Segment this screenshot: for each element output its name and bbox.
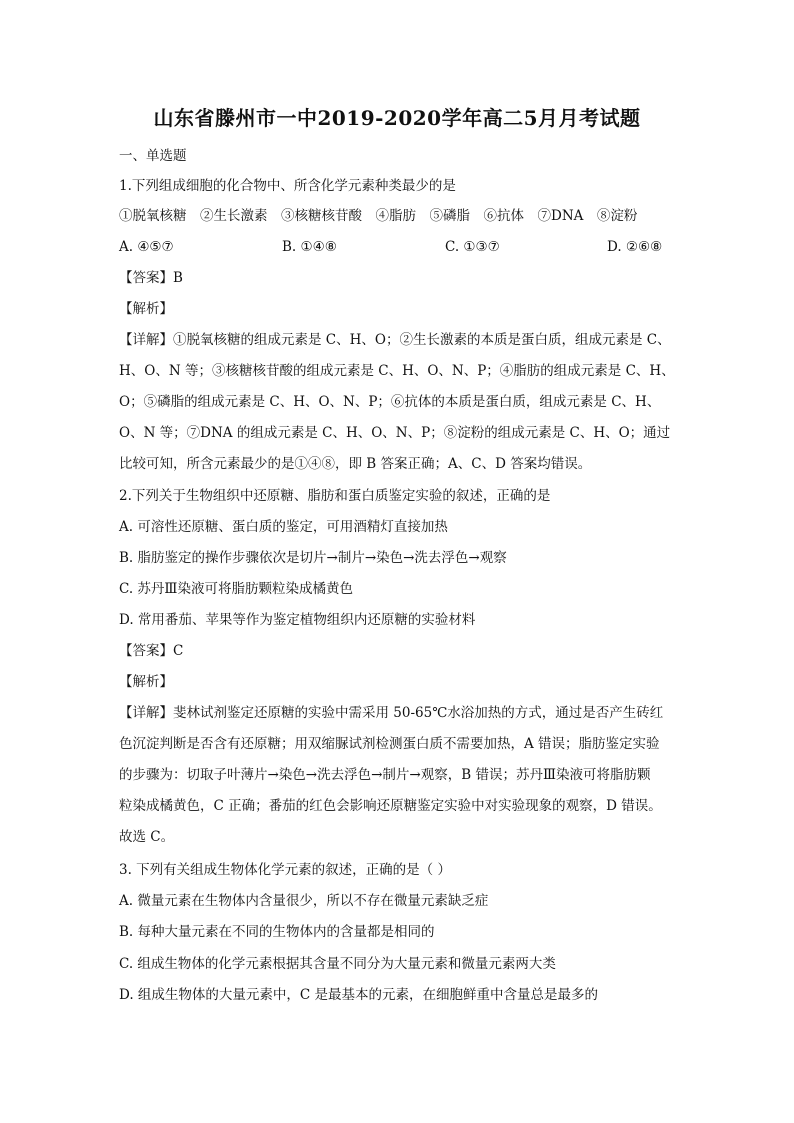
q1-option-c: C. ①③⑦ xyxy=(445,239,500,255)
q1-option-b: B. ①④⑧ xyxy=(282,239,337,255)
q2-detail-line: 故选 C。 xyxy=(119,829,175,845)
q1-stem: 1.下列组成细胞的化合物中、所含化学元素种类最少的是 xyxy=(119,178,456,194)
q2-detail-line: 【详解】斐林试剂鉴定还原糖的实验中需采用 50-65℃水浴加热的方式，通过是否产生砖红 xyxy=(119,705,664,721)
q1-detail-line: H、O、N 等；③核糖核苷酸的组成元素是 C、H、O、N、P；④脂肪的组成元素是 C、H、 xyxy=(119,363,675,379)
q2-answer: 【答案】C xyxy=(119,643,184,659)
page-title: 山东省滕州市一中2019-2020学年高二5月月考试题 xyxy=(153,106,641,130)
q1-detail-line: O；⑤磷脂的组成元素是 C、H、O、N、P；⑥抗体的本质是蛋白质，组成元素是 C、H、 xyxy=(119,394,661,410)
q3-option-a: A. 微量元素在生物体内含量很少，所以不存在微量元素缺乏症 xyxy=(119,893,489,909)
q1-option-d: D. ②⑥⑧ xyxy=(607,239,663,255)
q2-option-d: D. 常用番茄、苹果等作为鉴定植物组织内还原糖的实验材料 xyxy=(119,612,476,628)
q2-analysis-label: 【解析】 xyxy=(119,674,173,690)
q1-detail-line: O、N 等；⑦DNA 的组成元素是 C、H、O、N、P；⑧淀粉的组成元素是 C、H、O；通过 xyxy=(119,425,671,441)
section-heading: 一、单选题 xyxy=(119,148,187,164)
q1-analysis-label: 【解析】 xyxy=(119,301,173,317)
q1-option-a: A. ④⑤⑦ xyxy=(119,239,174,255)
q2-option-a: A. 可溶性还原糖、蛋白质的鉴定，可用酒精灯直接加热 xyxy=(119,519,448,535)
q3-stem: 3. 下列有关组成生物体化学元素的叙述，正确的是（ ） xyxy=(119,862,451,878)
q1-detail-line: 比较可知，所含元素最少的是①④⑧，即 B 答案正确；A、C、D 答案均错误。 xyxy=(119,456,592,472)
q3-option-d: D. 组成生物体的大量元素中，C 是最基本的元素，在细胞鲜重中含量总是最多的 xyxy=(119,987,599,1003)
q2-detail-line: 的步骤为：切取子叶薄片→染色→洗去浮色→制片→观察，B 错误；苏丹Ⅲ染液可将脂肪颗 xyxy=(119,767,651,783)
q2-option-c: C. 苏丹Ⅲ染液可将脂肪颗粒染成橘黄色 xyxy=(119,581,353,597)
q1-items: ①脱氧核糖 ②生长激素 ③核糖核苷酸 ④脂肪 ⑤磷脂 ⑥抗体 ⑦DNA ⑧淀粉 xyxy=(119,208,638,224)
q1-detail-line: 【详解】①脱氧核糖的组成元素是 C、H、O；②生长激素的本质是蛋白质，组成元素是 C、 xyxy=(119,332,671,348)
q2-stem: 2.下列关于生物组织中还原糖、脂肪和蛋白质鉴定实验的叙述，正确的是 xyxy=(119,488,551,504)
q2-option-b: B. 脂肪鉴定的操作步骤依次是切片→制片→染色→洗去浮色→观察 xyxy=(119,550,507,566)
q3-option-b: B. 每种大量元素在不同的生物体内的含量都是相同的 xyxy=(119,924,435,940)
q2-detail-line: 粒染成橘黄色，C 正确；番茄的红色会影响还原糖鉴定实验中对实验现象的观察，D 错误。 xyxy=(119,798,662,814)
q3-option-c: C. 组成生物体的化学元素根据其含量不同分为大量元素和微量元素两大类 xyxy=(119,956,556,972)
q1-answer: 【答案】B xyxy=(119,270,183,286)
q2-detail-line: 色沉淀判断是否含有还原糖；用双缩脲试剂检测蛋白质不需要加热，A 错误；脂肪鉴定实验 xyxy=(119,736,660,752)
